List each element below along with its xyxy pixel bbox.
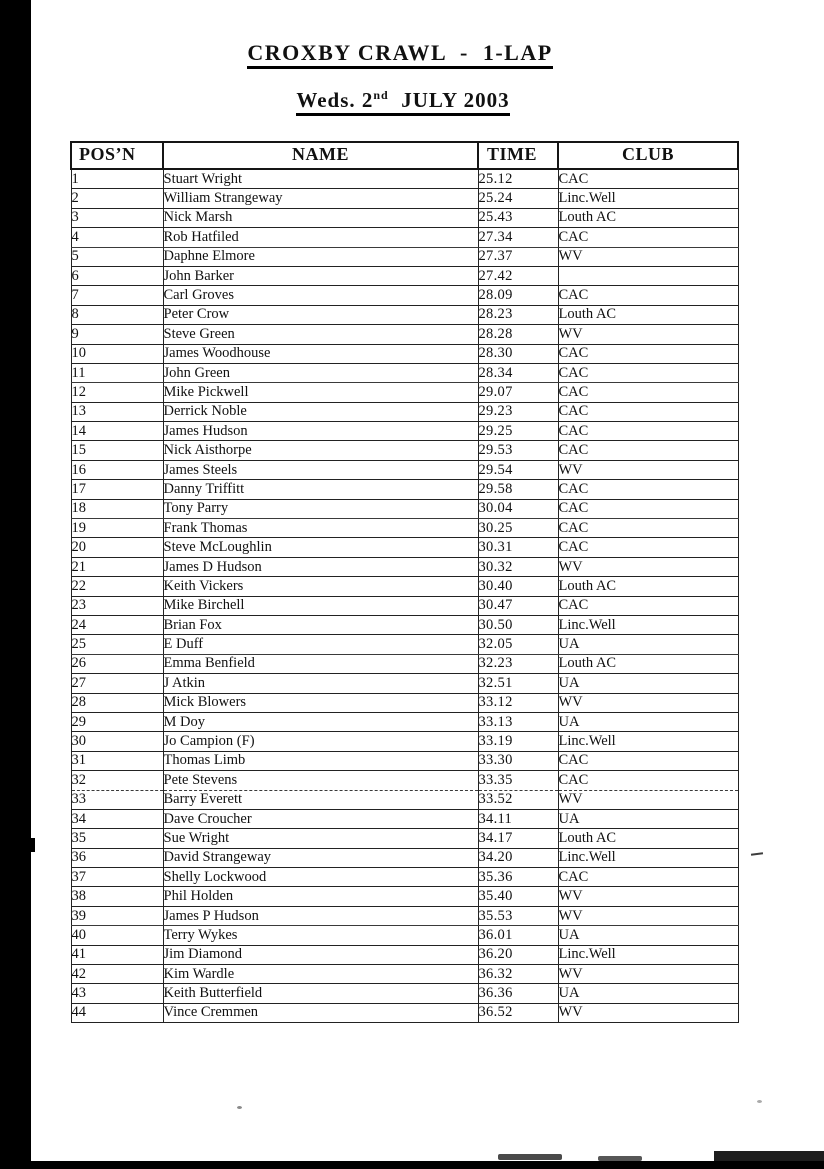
cell-time: 30.40 [478, 577, 558, 596]
cell-club: CAC [558, 751, 738, 770]
table-row [71, 441, 738, 460]
cell-position: 26 [71, 654, 163, 673]
table-row [71, 266, 738, 285]
scan-artifact-speck [237, 1106, 242, 1109]
cell-time: 36.01 [478, 926, 558, 945]
cell-position: 18 [71, 499, 163, 518]
table-row [71, 208, 738, 227]
cell-position: 9 [71, 325, 163, 344]
cell-club: CAC [558, 228, 738, 247]
table-row [71, 712, 738, 731]
cell-name: Sue Wright [163, 829, 478, 848]
table-row [71, 228, 738, 247]
table-row [71, 868, 738, 887]
cell-club: CAC [558, 480, 738, 499]
header-row [71, 142, 738, 169]
cell-name: E Duff [163, 635, 478, 654]
cell-name: Daphne Elmore [163, 247, 478, 266]
table-row [71, 887, 738, 906]
cell-time: 28.23 [478, 305, 558, 324]
cell-time: 34.20 [478, 848, 558, 867]
cell-name: Terry Wykes [163, 926, 478, 945]
table-row [71, 848, 738, 867]
cell-position: 23 [71, 596, 163, 615]
date-prefix: Weds. 2 [296, 88, 374, 112]
cell-position: 3 [71, 208, 163, 227]
cell-time: 30.25 [478, 519, 558, 538]
cell-name: Tony Parry [163, 499, 478, 518]
cell-club: Louth AC [558, 577, 738, 596]
cell-club: WV [558, 460, 738, 479]
cell-club: WV [558, 790, 738, 809]
scan-artifact-dash [751, 852, 763, 855]
table-row [71, 965, 738, 984]
cell-time: 35.53 [478, 906, 558, 925]
cell-name: Jo Campion (F) [163, 732, 478, 751]
cell-name: Thomas Limb [163, 751, 478, 770]
table-row [71, 790, 738, 809]
cell-name: Nick Marsh [163, 208, 478, 227]
table-row [71, 247, 738, 266]
table-row [71, 906, 738, 925]
cell-time: 30.04 [478, 499, 558, 518]
cell-time: 27.42 [478, 266, 558, 285]
cell-position: 34 [71, 809, 163, 828]
cell-time: 27.34 [478, 228, 558, 247]
cell-name: Phil Holden [163, 887, 478, 906]
cell-position: 40 [71, 926, 163, 945]
cell-time: 34.11 [478, 809, 558, 828]
cell-time: 36.20 [478, 945, 558, 964]
cell-name: Frank Thomas [163, 519, 478, 538]
cell-position: 29 [71, 712, 163, 731]
table-row [71, 732, 738, 751]
date-suffix: JULY 2003 [388, 88, 510, 112]
scan-artifact-smudge [598, 1156, 642, 1161]
scan-artifact-smudge [498, 1154, 562, 1160]
cell-club: CAC [558, 344, 738, 363]
cell-position: 25 [71, 635, 163, 654]
table-row [71, 693, 738, 712]
cell-position: 44 [71, 1003, 163, 1022]
cell-name: John Barker [163, 266, 478, 285]
col-header-name: NAME [163, 142, 478, 169]
cell-time: 28.30 [478, 344, 558, 363]
cell-time: 29.25 [478, 422, 558, 441]
cell-position: 2 [71, 189, 163, 208]
cell-name: Stuart Wright [163, 169, 478, 189]
cell-name: Shelly Lockwood [163, 868, 478, 887]
cell-position: 24 [71, 615, 163, 634]
cell-club: CAC [558, 422, 738, 441]
cell-club: WV [558, 965, 738, 984]
cell-position: 42 [71, 965, 163, 984]
cell-name: James P Hudson [163, 906, 478, 925]
cell-position: 33 [71, 790, 163, 809]
cell-time: 30.32 [478, 557, 558, 576]
cell-position: 12 [71, 383, 163, 402]
table-row [71, 402, 738, 421]
cell-club: WV [558, 247, 738, 266]
cell-position: 7 [71, 286, 163, 305]
scan-artifact-left-notch [31, 838, 35, 852]
cell-name: Peter Crow [163, 305, 478, 324]
cell-time: 27.37 [478, 247, 558, 266]
cell-club: CAC [558, 402, 738, 421]
table-row [71, 771, 738, 790]
cell-club: CAC [558, 519, 738, 538]
cell-time: 29.58 [478, 480, 558, 499]
cell-club: CAC [558, 868, 738, 887]
cell-position: 6 [71, 266, 163, 285]
cell-position: 28 [71, 693, 163, 712]
cell-position: 20 [71, 538, 163, 557]
cell-time: 32.51 [478, 674, 558, 693]
table-row [71, 674, 738, 693]
cell-time: 28.09 [478, 286, 558, 305]
table-row [71, 538, 738, 557]
cell-club: Linc.Well [558, 848, 738, 867]
cell-position: 41 [71, 945, 163, 964]
cell-club: UA [558, 926, 738, 945]
cell-name: James Woodhouse [163, 344, 478, 363]
cell-position: 14 [71, 422, 163, 441]
table-row [71, 480, 738, 499]
cell-time: 33.30 [478, 751, 558, 770]
table-row [71, 984, 738, 1003]
cell-position: 4 [71, 228, 163, 247]
cell-club: WV [558, 1003, 738, 1022]
cell-time: 28.28 [478, 325, 558, 344]
table-row [71, 325, 738, 344]
cell-position: 39 [71, 906, 163, 925]
cell-name: Steve Green [163, 325, 478, 344]
cell-time: 29.07 [478, 383, 558, 402]
cell-club: CAC [558, 596, 738, 615]
cell-time: 30.47 [478, 596, 558, 615]
cell-name: Brian Fox [163, 615, 478, 634]
cell-position: 31 [71, 751, 163, 770]
date-ordinal-superscript: nd [373, 88, 389, 102]
cell-position: 32 [71, 771, 163, 790]
cell-position: 15 [71, 441, 163, 460]
cell-club: UA [558, 712, 738, 731]
cell-time: 34.17 [478, 829, 558, 848]
cell-name: Rob Hatfiled [163, 228, 478, 247]
cell-club: Linc.Well [558, 945, 738, 964]
cell-name: Mike Birchell [163, 596, 478, 615]
cell-club: CAC [558, 286, 738, 305]
cell-club: UA [558, 984, 738, 1003]
cell-club: UA [558, 674, 738, 693]
table-row [71, 596, 738, 615]
cell-position: 1 [71, 169, 163, 189]
cell-club: CAC [558, 771, 738, 790]
cell-position: 35 [71, 829, 163, 848]
cell-position: 8 [71, 305, 163, 324]
scan-artifact-bottom-bar [29, 1161, 824, 1169]
table-row [71, 189, 738, 208]
cell-position: 5 [71, 247, 163, 266]
table-row [71, 615, 738, 634]
scan-artifact-smudge [714, 1151, 824, 1161]
cell-time: 35.36 [478, 868, 558, 887]
cell-time: 36.52 [478, 1003, 558, 1022]
cell-club: WV [558, 887, 738, 906]
cell-time: 33.52 [478, 790, 558, 809]
cell-name: Jim Diamond [163, 945, 478, 964]
table-row [71, 422, 738, 441]
cell-position: 13 [71, 402, 163, 421]
cell-club: CAC [558, 169, 738, 189]
table-row [71, 926, 738, 945]
cell-time: 29.54 [478, 460, 558, 479]
results-table [70, 141, 739, 1023]
table-row [71, 383, 738, 402]
cell-time: 33.19 [478, 732, 558, 751]
table-row [71, 460, 738, 479]
results-table-header [71, 142, 738, 169]
scan-artifact-left-bar [0, 0, 31, 1169]
cell-position: 21 [71, 557, 163, 576]
cell-time: 29.23 [478, 402, 558, 421]
cell-club: CAC [558, 363, 738, 382]
cell-time: 33.35 [478, 771, 558, 790]
cell-club: Linc.Well [558, 732, 738, 751]
cell-time: 30.50 [478, 615, 558, 634]
cell-time: 25.24 [478, 189, 558, 208]
cell-name: Keith Butterfield [163, 984, 478, 1003]
table-row [71, 635, 738, 654]
cell-name: Nick Aisthorpe [163, 441, 478, 460]
cell-name: M Doy [163, 712, 478, 731]
cell-name: James Steels [163, 460, 478, 479]
cell-name: Kim Wardle [163, 965, 478, 984]
cell-name: Barry Everett [163, 790, 478, 809]
page-date-text [296, 88, 509, 116]
cell-name: Keith Vickers [163, 577, 478, 596]
cell-club: Linc.Well [558, 615, 738, 634]
cell-time: 32.23 [478, 654, 558, 673]
cell-club: UA [558, 635, 738, 654]
cell-position: 37 [71, 868, 163, 887]
cell-club: CAC [558, 383, 738, 402]
cell-club: Louth AC [558, 305, 738, 324]
page-date [0, 88, 806, 113]
cell-club: Louth AC [558, 654, 738, 673]
cell-time: 33.13 [478, 712, 558, 731]
table-row [71, 751, 738, 770]
cell-name: J Atkin [163, 674, 478, 693]
cell-time: 25.12 [478, 169, 558, 189]
cell-club: CAC [558, 441, 738, 460]
col-header-club: CLUB [558, 142, 738, 169]
cell-name: William Strangeway [163, 189, 478, 208]
cell-club: WV [558, 906, 738, 925]
cell-position: 10 [71, 344, 163, 363]
cell-time: 30.31 [478, 538, 558, 557]
page-title-text: CROXBY CRAWL - 1-LAP [247, 40, 552, 69]
cell-position: 19 [71, 519, 163, 538]
cell-position: 38 [71, 887, 163, 906]
cell-time: 33.12 [478, 693, 558, 712]
table-row [71, 809, 738, 828]
col-header-time: TIME [478, 142, 558, 169]
col-header-position: POS’N [71, 142, 163, 169]
cell-time: 36.36 [478, 984, 558, 1003]
table-row [71, 286, 738, 305]
cell-name: Danny Triffitt [163, 480, 478, 499]
cell-position: 36 [71, 848, 163, 867]
table-row [71, 829, 738, 848]
cell-name: Mick Blowers [163, 693, 478, 712]
cell-club [558, 266, 738, 285]
cell-position: 22 [71, 577, 163, 596]
cell-name: Pete Stevens [163, 771, 478, 790]
cell-name: Emma Benfield [163, 654, 478, 673]
cell-club: WV [558, 557, 738, 576]
cell-name: John Green [163, 363, 478, 382]
cell-name: Steve McLoughlin [163, 538, 478, 557]
cell-time: 36.32 [478, 965, 558, 984]
cell-name: David Strangeway [163, 848, 478, 867]
cell-club: CAC [558, 538, 738, 557]
cell-time: 32.05 [478, 635, 558, 654]
cell-club: Louth AC [558, 208, 738, 227]
table-row [71, 1003, 738, 1022]
cell-club: CAC [558, 499, 738, 518]
table-row [71, 577, 738, 596]
table-row [71, 557, 738, 576]
table-row [71, 169, 738, 189]
cell-club: Louth AC [558, 829, 738, 848]
table-row [71, 945, 738, 964]
cell-position: 43 [71, 984, 163, 1003]
cell-position: 27 [71, 674, 163, 693]
cell-time: 35.40 [478, 887, 558, 906]
cell-club: UA [558, 809, 738, 828]
table-row [71, 305, 738, 324]
table-row [71, 499, 738, 518]
cell-time: 29.53 [478, 441, 558, 460]
cell-name: James Hudson [163, 422, 478, 441]
table-row [71, 344, 738, 363]
cell-position: 11 [71, 363, 163, 382]
table-row [71, 654, 738, 673]
page-title [0, 40, 800, 66]
cell-name: Vince Cremmen [163, 1003, 478, 1022]
cell-club: WV [558, 325, 738, 344]
cell-club: Linc.Well [558, 189, 738, 208]
cell-time: 25.43 [478, 208, 558, 227]
cell-name: James D Hudson [163, 557, 478, 576]
cell-name: Carl Groves [163, 286, 478, 305]
cell-club: WV [558, 693, 738, 712]
cell-position: 30 [71, 732, 163, 751]
results-table-body [71, 169, 738, 1023]
cell-position: 16 [71, 460, 163, 479]
cell-name: Derrick Noble [163, 402, 478, 421]
cell-position: 17 [71, 480, 163, 499]
table-row [71, 519, 738, 538]
cell-name: Dave Croucher [163, 809, 478, 828]
cell-name: Mike Pickwell [163, 383, 478, 402]
cell-time: 28.34 [478, 363, 558, 382]
table-row [71, 363, 738, 382]
scan-artifact-speck [757, 1100, 762, 1103]
